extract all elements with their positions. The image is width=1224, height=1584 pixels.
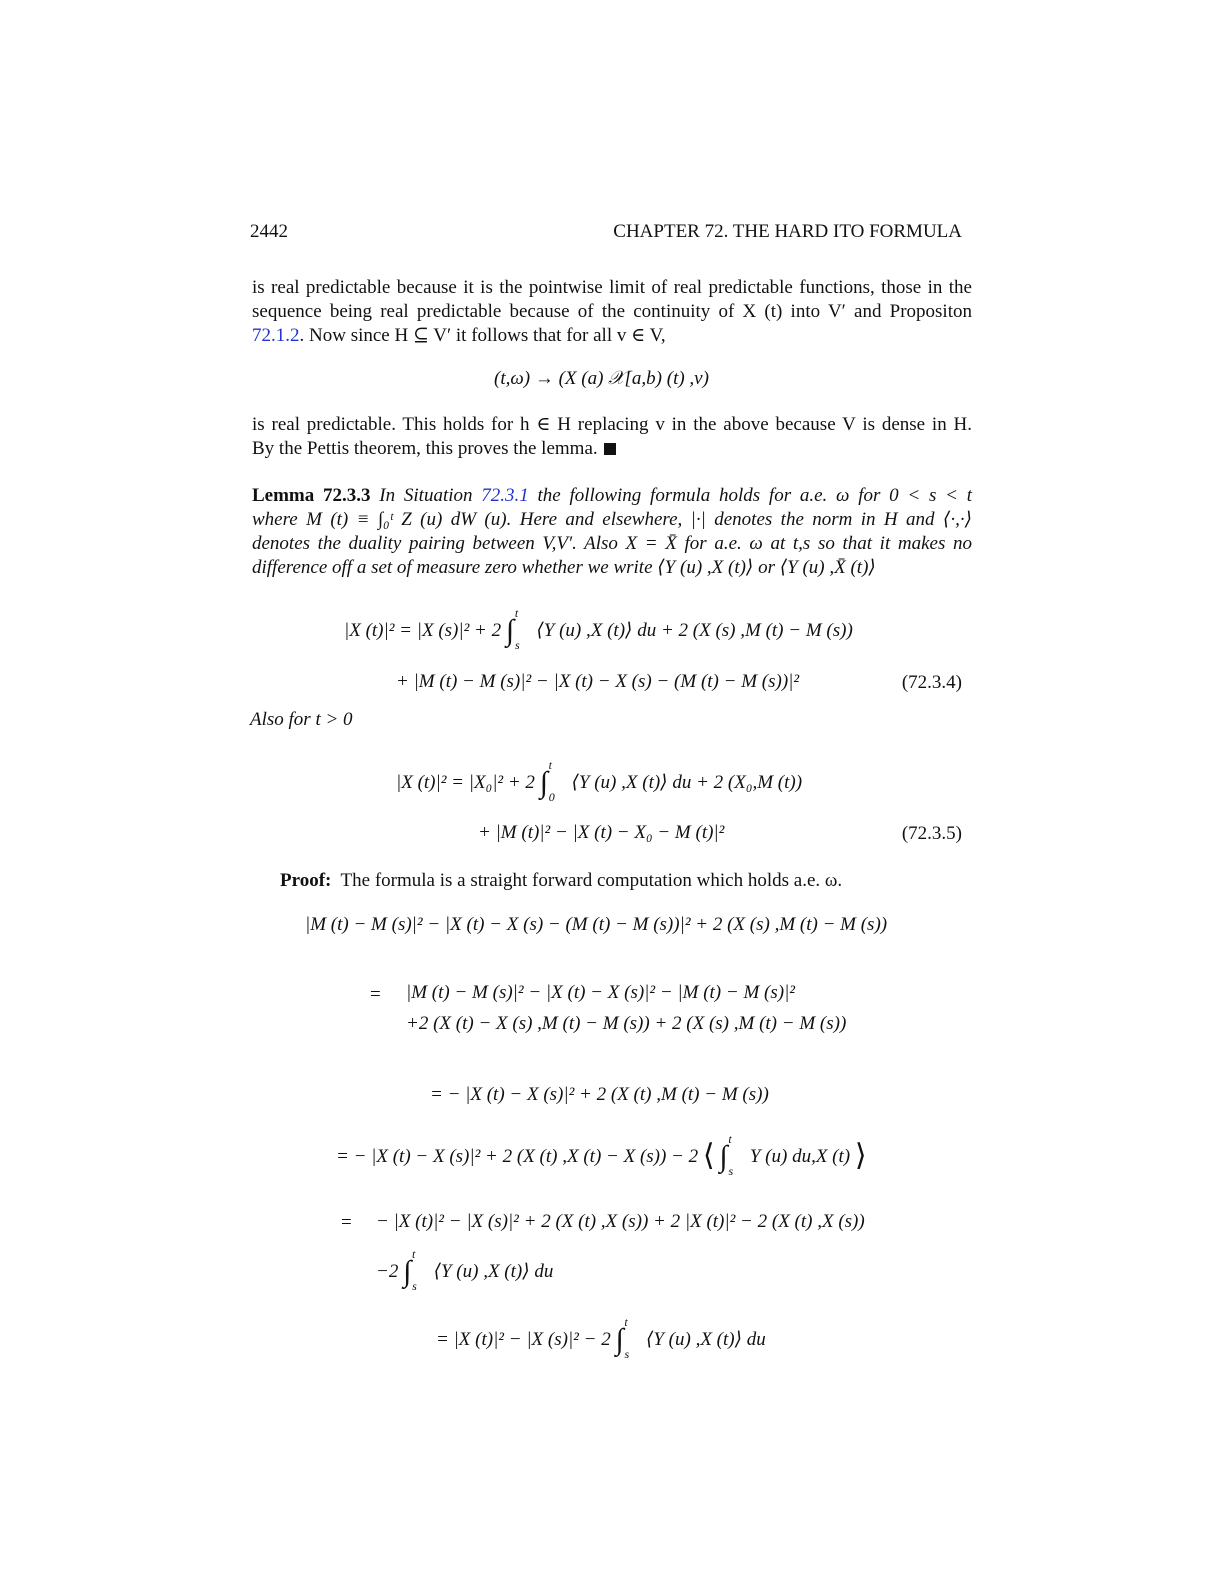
qed-square-icon — [604, 443, 616, 455]
intro-line-5-text: By the Pettis theorem, this proves the lemma. — [252, 438, 598, 459]
proof-intro — [280, 870, 842, 892]
proof-display-5-line-1: − |X (t)|² − |X (s)|² + 2 (X (t) ,X (s)) + 2 |X (t)|² − 2 (X (t) ,X (s)) — [376, 1211, 865, 1232]
proof-display-2-line-2: +2 (X (t) − X (s) ,M (t) − M (s)) + 2 (X (s) ,M (t) − M (s)) — [406, 1013, 847, 1034]
proof-display-6 — [436, 1314, 766, 1361]
integral-sign-icon: ∫ — [539, 766, 548, 799]
equation-number-72-3-5: (72.3.5) — [901, 823, 962, 844]
eq1-int-lower: s — [514, 637, 520, 652]
lemma-line-4: difference off a set of measure zero whether we write ⟨Y (u) ,X (t)⟩ or ⟨Y (u) ,X̄ (t)⟩ — [252, 557, 876, 578]
proof-d4-int-lower: s — [728, 1163, 734, 1178]
intro-line-5 — [252, 437, 972, 461]
integral-sign-icon: ∫ — [505, 614, 515, 647]
lemma-line-1b: the following formula holds for a.e. ω for 0 < s < t — [537, 485, 973, 506]
equation-number-72-3-4: (72.3.4) — [901, 672, 962, 693]
proof-d6-integrand: ⟨Y (u) ,X (t)⟩ du — [645, 1329, 766, 1350]
lemma-line-1a: In Situation — [379, 485, 473, 506]
eq-72-3-5-line-2: + |M (t)|² − |X (t) − X₀ − M (t)|² — [478, 822, 725, 843]
lemma-line-3: denotes the duality pairing between V,V′. Also X = X̄ for a.e. ω at t,s so that it makes no — [252, 533, 972, 554]
proof-d4-right: Y (u) du,X (t) — [749, 1146, 851, 1167]
proof-d6-int-upper: t — [624, 1314, 628, 1329]
proof-d5-integrand: ⟨Y (u) ,X (t)⟩ du — [433, 1261, 554, 1282]
lemma-statement — [252, 484, 972, 580]
integral-sign-icon: ∫ — [719, 1140, 728, 1173]
eq2-int-lower: 0 — [548, 789, 555, 804]
proof-d5-coef: −2 — [376, 1261, 399, 1282]
eq1-lhs: |X (t)|² = |X (s)|² + 2 — [344, 620, 502, 641]
intro-paragraph-2 — [252, 413, 972, 461]
display-equation-predictable: (t,ω) → (X (a) 𝒳[a,b) (t) ,v) — [494, 368, 709, 389]
proof-d4-int-upper: t — [728, 1131, 732, 1146]
proof-display-4 — [336, 1131, 867, 1178]
eq-72-3-5-line-1 — [396, 757, 803, 804]
intro-line-3 — [252, 324, 972, 348]
lemma-label: Lemma 72.3.3 — [252, 485, 371, 506]
eq-72-3-4-line-2: + |M (t) − M (s)|² − |X (t) − X (s) − (M (t) − M (s))|² — [396, 671, 800, 692]
page-number: 2442 — [250, 221, 288, 242]
proof-d5-int-upper: t — [412, 1246, 416, 1261]
proof-d5-int-lower: s — [412, 1278, 417, 1293]
eq-72-3-4-line-1 — [344, 605, 853, 652]
proof-d6-int-lower: s — [624, 1346, 630, 1361]
proof-display-5-line-2 — [376, 1246, 554, 1293]
running-title: CHAPTER 72. THE HARD ITO FORMULA — [613, 221, 962, 242]
right-angle-icon: ⟩ — [854, 1139, 867, 1172]
intro-line-1: is real predictable because it is the pointwise limit of real predictable functions, those in the — [252, 277, 972, 298]
left-angle-icon: ⟨ — [702, 1139, 715, 1172]
eq1-int-upper: t — [514, 605, 519, 620]
eq2-lhs: |X (t)|² = |X₀|² + 2 — [396, 772, 535, 793]
proof-equals-1: = — [370, 984, 381, 1005]
situation-link[interactable]: 72.3.1 — [481, 485, 529, 506]
integral-sign-icon: ∫ — [615, 1323, 624, 1356]
proposition-link[interactable]: 72.1.2 — [252, 325, 300, 346]
proof-display-3: = − |X (t) − X (s)|² + 2 (X (t) ,M (t) − M (s)) — [430, 1084, 769, 1105]
integral-sign-icon: ∫ — [403, 1255, 412, 1288]
eq2-int-upper: t — [548, 757, 552, 772]
intro-line-2: sequence being real predictable because of the continuity of X (t) into V′ and Propositon — [252, 301, 972, 322]
proof-text: The formula is a straight forward computation which holds a.e. ω. — [340, 870, 843, 891]
proof-label: Proof: — [280, 870, 332, 891]
intro-paragraph — [252, 276, 972, 348]
proof-d4-left: = − |X (t) − X (s)|² + 2 (X (t) ,X (t) − X (s)) − 2 — [336, 1146, 699, 1167]
proof-d6-left: = |X (t)|² − |X (s)|² − 2 — [436, 1329, 611, 1350]
eq2-rhs: ⟨Y (u) ,X (t)⟩ du + 2 (X₀,M (t)) — [571, 772, 803, 793]
eq1-rhs: ⟨Y (u) ,X (t)⟩ du + 2 (X (s) ,M (t) − M (s)) — [536, 620, 853, 641]
intro-line-4: is real predictable. This holds for h ∈ H replacing v in the above because V is dense in H. — [252, 414, 972, 435]
intro-line-3-text: . Now since H ⊆ V′ it follows that for all v ∈ V, — [299, 325, 666, 346]
proof-equals-2: = — [341, 1212, 352, 1233]
proof-display-2-line-1: |M (t) − M (s)|² − |X (t) − X (s)|² − |M (t) − M (s)|² — [406, 982, 795, 1003]
also-for-t: Also for t > 0 — [250, 709, 353, 730]
lemma-line-1 — [252, 484, 972, 508]
proof-display-1: |M (t) − M (s)|² − |X (t) − X (s) − (M (t) − M (s))|² + 2 (X (s) ,M (t) − M (s)) — [305, 914, 888, 935]
lemma-line-2: where M (t) ≡ ∫₀ᵗ Z (u) dW (u). Here and elsewhere, |·| denotes the norm in H and ⟨·,·⟩ — [252, 509, 972, 530]
